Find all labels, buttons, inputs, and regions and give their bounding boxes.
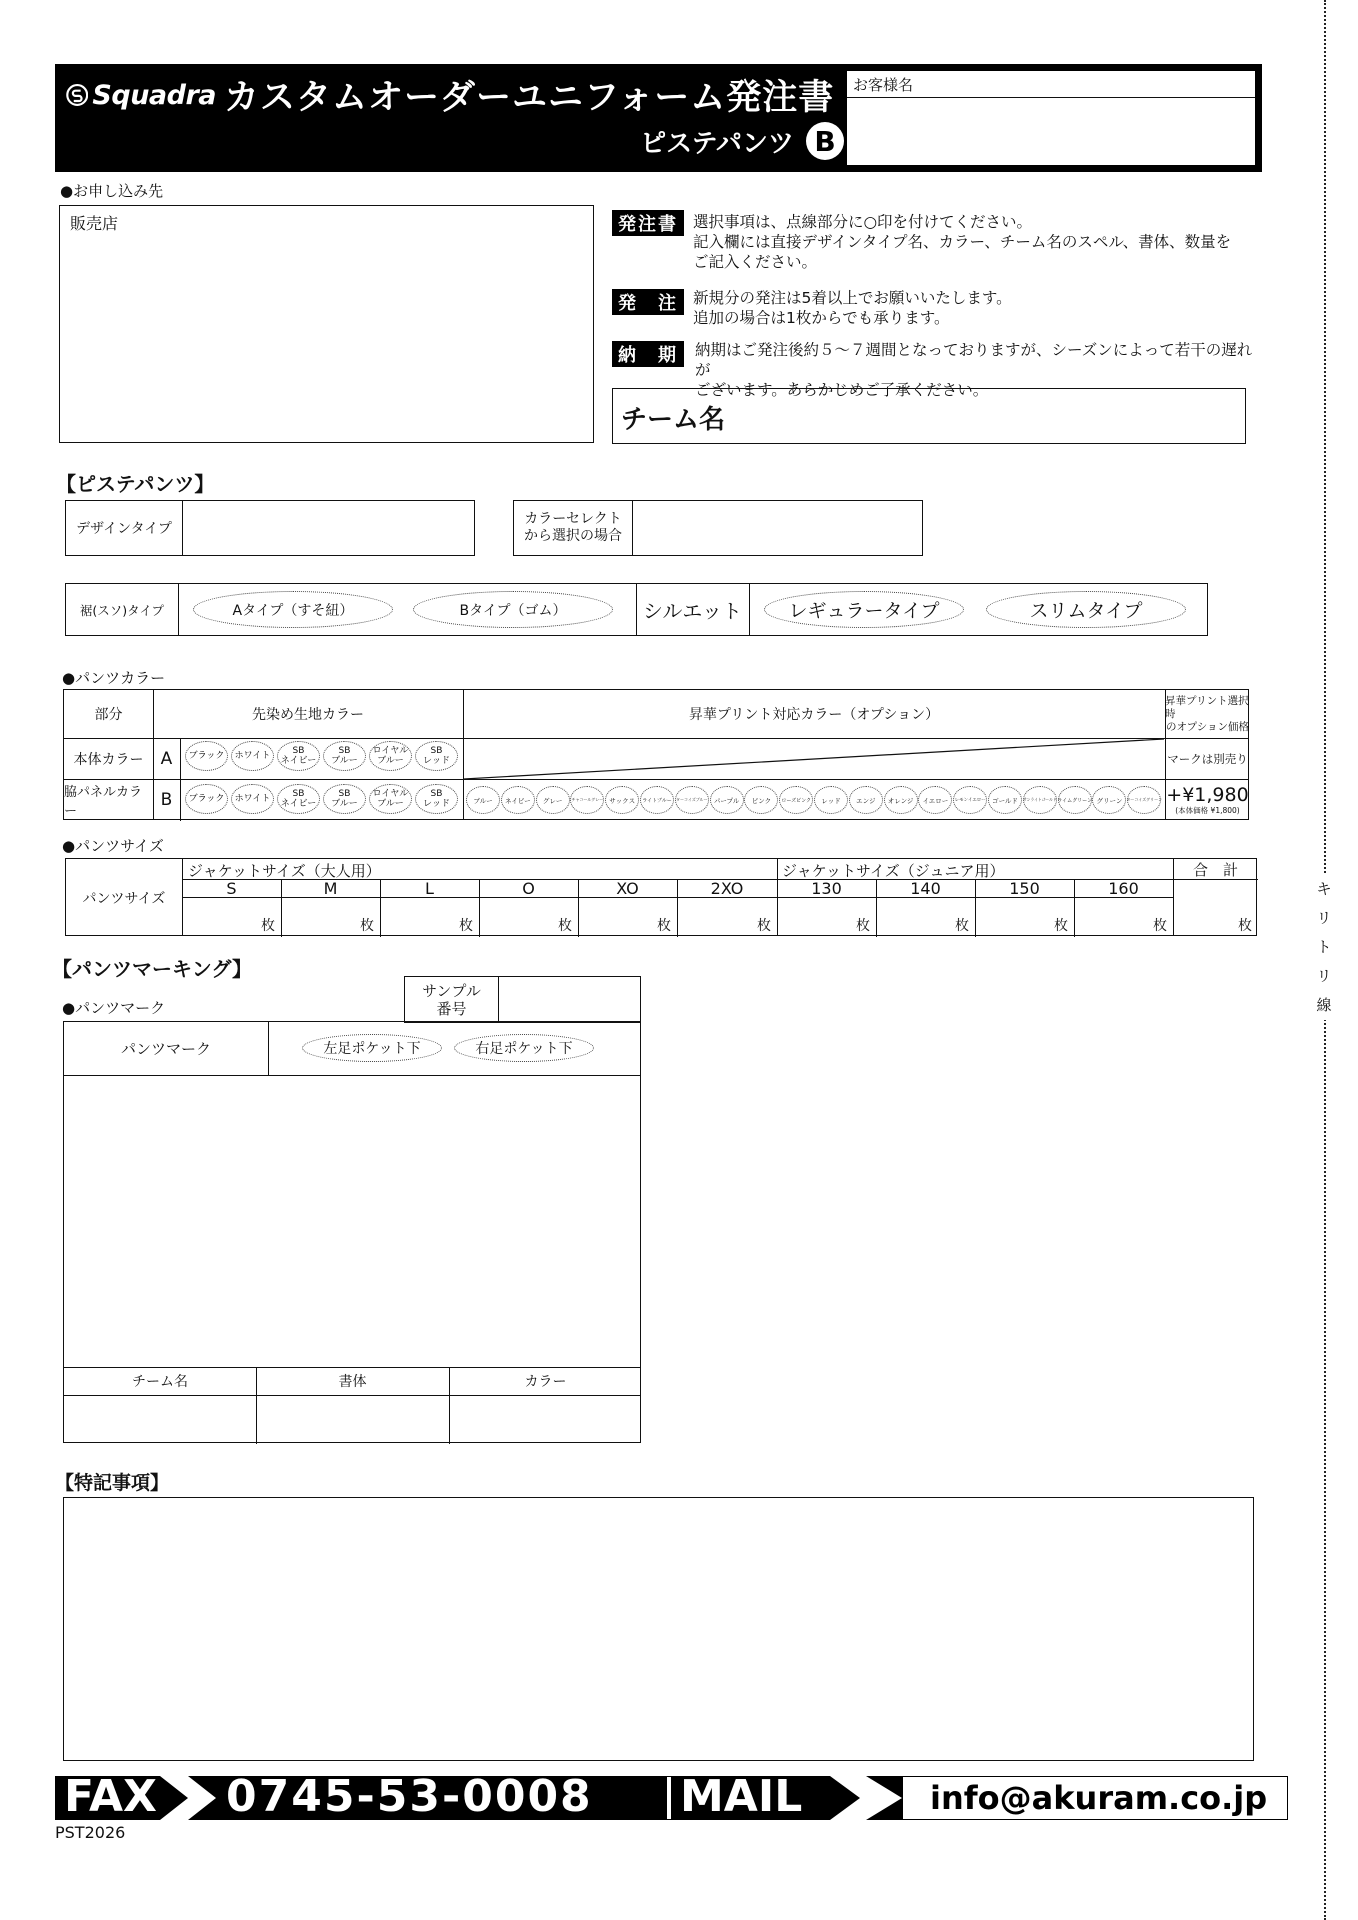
print-color-option[interactable]: ゴールド — [988, 786, 1022, 814]
total-qty-cell[interactable]: 枚 — [1238, 918, 1252, 934]
print-color-option[interactable]: イエロー — [918, 786, 952, 814]
print-color-option[interactable]: サックス — [605, 786, 639, 814]
qty-cell[interactable]: 枚 — [1153, 918, 1167, 934]
fax-number: 0745-53-0008 — [226, 1771, 593, 1822]
print-color-option[interactable]: サンライトゴールド — [1023, 786, 1057, 814]
special-notes-field[interactable] — [63, 1497, 1254, 1761]
print-color-option[interactable]: ブルー — [466, 786, 500, 814]
print-color-option[interactable]: チャコールグレー — [570, 786, 604, 814]
team-name-label: チーム名 — [621, 405, 726, 435]
print-color-option[interactable]: ローズピンク — [779, 786, 813, 814]
mark-font-header: 書体 — [338, 1374, 367, 1390]
left-pocket-option[interactable]: 左足ポケット下 — [302, 1034, 442, 1062]
row-body-label: 本体カラー — [73, 751, 144, 768]
col-part-header: 部分 — [94, 707, 123, 723]
print-color-option[interactable]: ピンク — [744, 786, 778, 814]
total-label: 合 計 — [1192, 860, 1238, 879]
mark-color-header: カラー — [524, 1374, 567, 1390]
customer-name-label: お客様名 — [853, 76, 914, 94]
team-name-field[interactable] — [612, 388, 1246, 444]
fax-label: FAX — [64, 1771, 157, 1822]
design-type-box — [65, 500, 475, 556]
print-color-option[interactable]: ライムグリーン — [1058, 786, 1092, 814]
mail-label: MAIL — [680, 1771, 803, 1822]
qty-cell[interactable]: 枚 — [955, 918, 969, 934]
squadra-mark-icon — [66, 82, 88, 108]
color-option[interactable]: SB レッド — [415, 784, 458, 814]
note-tag-delivery: 納 期 — [612, 341, 684, 367]
color-option[interactable]: ブラック — [185, 784, 228, 814]
hem-b-option[interactable]: Bタイプ（ゴム） — [413, 591, 613, 628]
page-subtitle — [614, 120, 844, 162]
piste-heading: 【ピステパンツ】 — [56, 472, 215, 496]
body-dyed-colors — [185, 741, 460, 771]
qty-cell[interactable]: 枚 — [1054, 918, 1068, 934]
sample-number-input[interactable] — [500, 977, 640, 1022]
color-option[interactable]: SB ブルー — [323, 784, 366, 814]
side-dyed-colors — [185, 784, 460, 814]
shop-label: 販売店 — [70, 214, 119, 233]
size-table — [65, 858, 1257, 936]
qty-cell[interactable]: 枚 — [856, 918, 870, 934]
size-heading: ●パンツサイズ — [62, 837, 164, 855]
no-print-diagonal — [464, 739, 1164, 779]
mark-team-name-input[interactable] — [64, 1396, 256, 1444]
print-color-option[interactable]: エンジ — [849, 786, 883, 814]
fax-arrow-icon — [160, 1776, 216, 1820]
subtitle-text: ピステパンツ — [640, 128, 794, 159]
mark-design-area[interactable] — [64, 1076, 640, 1366]
silhouette-label: シルエット — [642, 599, 743, 623]
color-option[interactable]: ブラック — [185, 741, 228, 771]
marking-box — [63, 1021, 641, 1443]
col-dyed-header: 先染め生地カラー — [252, 707, 364, 723]
special-heading: 【特記事項】 — [55, 1472, 170, 1494]
print-color-option[interactable]: レモンイエロー — [953, 786, 987, 814]
row-body-code: A — [160, 748, 173, 769]
mark-team-name-header: チーム名 — [132, 1374, 188, 1390]
design-type-input[interactable] — [184, 501, 474, 555]
print-color-option[interactable]: オレンジ — [884, 786, 918, 814]
row-side-code: B — [160, 790, 173, 810]
print-color-option[interactable]: ライトブルー — [640, 786, 674, 814]
mark-font-input[interactable] — [257, 1396, 449, 1444]
brand-logo — [66, 76, 216, 114]
sample-number-box — [404, 976, 641, 1023]
silhouette-slim-option[interactable]: スリムタイプ — [986, 591, 1186, 628]
size-label: 130 — [811, 878, 842, 898]
color-option[interactable]: SB レッド — [415, 741, 458, 771]
note-text-order-form: 選択事項は、点線部分に○印を付けてください。 記入欄には直接デザインタイプ名、カラー、チーム名のスペル、書体、数量を ご記入ください。 — [693, 213, 1232, 271]
color-option[interactable]: ロイヤル ブルー — [369, 784, 412, 814]
size-label: 140 — [910, 878, 941, 898]
side-print-colors — [466, 786, 1162, 814]
right-pocket-option[interactable]: 右足ポケット下 — [454, 1034, 594, 1062]
print-color-option[interactable]: ネイビー — [501, 786, 535, 814]
silhouette-regular-option[interactable]: レギュラータイプ — [764, 591, 964, 628]
design-type-label: デザインタイプ — [76, 521, 172, 537]
page-title: カスタムオーダーユニフォーム発注書 — [224, 78, 835, 118]
print-color-option[interactable]: パープル — [710, 786, 744, 814]
qty-cell[interactable]: 枚 — [757, 918, 771, 934]
mark-label: パンツマーク — [120, 1040, 211, 1058]
hem-type-label: 裾(スソ)タイプ — [79, 602, 165, 618]
print-color-option[interactable]: グレー — [536, 786, 570, 814]
note-text-order: 新規分の発注は5着以上でお願いいたします。 追加の場合は1枚からでも承ります。 — [693, 289, 1012, 327]
qty-cell[interactable]: 枚 — [360, 918, 374, 934]
color-select-box — [513, 500, 923, 556]
customer-name-field[interactable] — [846, 70, 1256, 166]
email-address[interactable]: info@akuram.co.jp — [930, 1779, 1268, 1817]
color-select-label: カラーセレクト から選択の場合 — [524, 511, 622, 544]
qty-cell[interactable]: 枚 — [558, 918, 572, 934]
row-side-label: 脇パネルカラー — [64, 785, 143, 819]
size-label: L — [425, 878, 434, 898]
option-price: +¥1,980 (本体価格 ¥1,800) — [1166, 784, 1249, 815]
mark-note: マークは別売り — [1167, 751, 1248, 766]
print-color-option[interactable]: グリーン — [1092, 786, 1126, 814]
size-label: M — [323, 878, 338, 898]
mail-arrow-icon — [830, 1776, 902, 1820]
size-label: O — [522, 878, 535, 898]
size-row-label: パンツサイズ — [82, 891, 166, 907]
shop-field[interactable] — [59, 205, 594, 443]
size-label: 160 — [1108, 878, 1139, 898]
qty-cell[interactable]: 枚 — [459, 918, 473, 934]
qty-cell[interactable]: 枚 — [261, 918, 275, 934]
hem-a-option[interactable]: Aタイプ（すそ紐） — [193, 591, 393, 628]
brand-name: Squadra — [92, 79, 216, 111]
qty-cell[interactable]: 枚 — [657, 918, 671, 934]
print-color-option[interactable]: ターコイズグリーン — [1127, 786, 1161, 814]
color-option[interactable]: SB ブルー — [323, 741, 366, 771]
apply-heading: ●お申し込み先 — [60, 182, 164, 200]
note-text-delivery: 納期はご発注後約５〜７週間となっておりますが、シーズンによって若干の遅れが ございます。あらかじめご了承ください。 — [695, 341, 1253, 399]
color-option[interactable]: ホワイト — [231, 784, 274, 814]
color-option[interactable]: SB ネイビー — [277, 741, 320, 771]
color-select-input[interactable] — [634, 501, 922, 555]
col-option-header: 昇華プリント選択時 のオプション価格 — [1165, 694, 1250, 733]
note-tag-order: 発 注 — [612, 289, 684, 315]
note-tag-order-form: 発注書 — [612, 210, 684, 236]
color-option[interactable]: SB ネイビー — [277, 784, 320, 814]
color-heading: ●パンツカラー — [62, 669, 166, 687]
size-label: 150 — [1009, 878, 1040, 898]
junior-size-label: ジャケットサイズ（ジュニア用） — [782, 862, 1005, 880]
form-code: PST2026 — [55, 1823, 126, 1842]
size-label: XO — [616, 878, 639, 898]
mark-color-input[interactable] — [450, 1396, 642, 1444]
col-print-header: 昇華プリント対応カラー（オプション） — [688, 707, 940, 723]
print-color-option[interactable]: レッド — [814, 786, 848, 814]
size-label: S — [226, 878, 237, 898]
size-label: 2XO — [710, 878, 744, 898]
adult-size-label: ジャケットサイズ（大人用） — [188, 862, 381, 880]
print-color-option[interactable]: ターコイズブルー — [675, 786, 709, 814]
marking-sub-heading: ●パンツマーク — [62, 999, 166, 1017]
sample-number-label: サンプル 番号 — [422, 981, 481, 1018]
color-option[interactable]: ホワイト — [231, 741, 274, 771]
marking-heading: 【パンツマーキング】 — [52, 957, 252, 981]
cut-line-label: キ リ ト リ 線 — [1311, 875, 1337, 1020]
color-option[interactable]: ロイヤル ブルー — [369, 741, 412, 771]
subtitle-badge: B — [806, 122, 844, 160]
